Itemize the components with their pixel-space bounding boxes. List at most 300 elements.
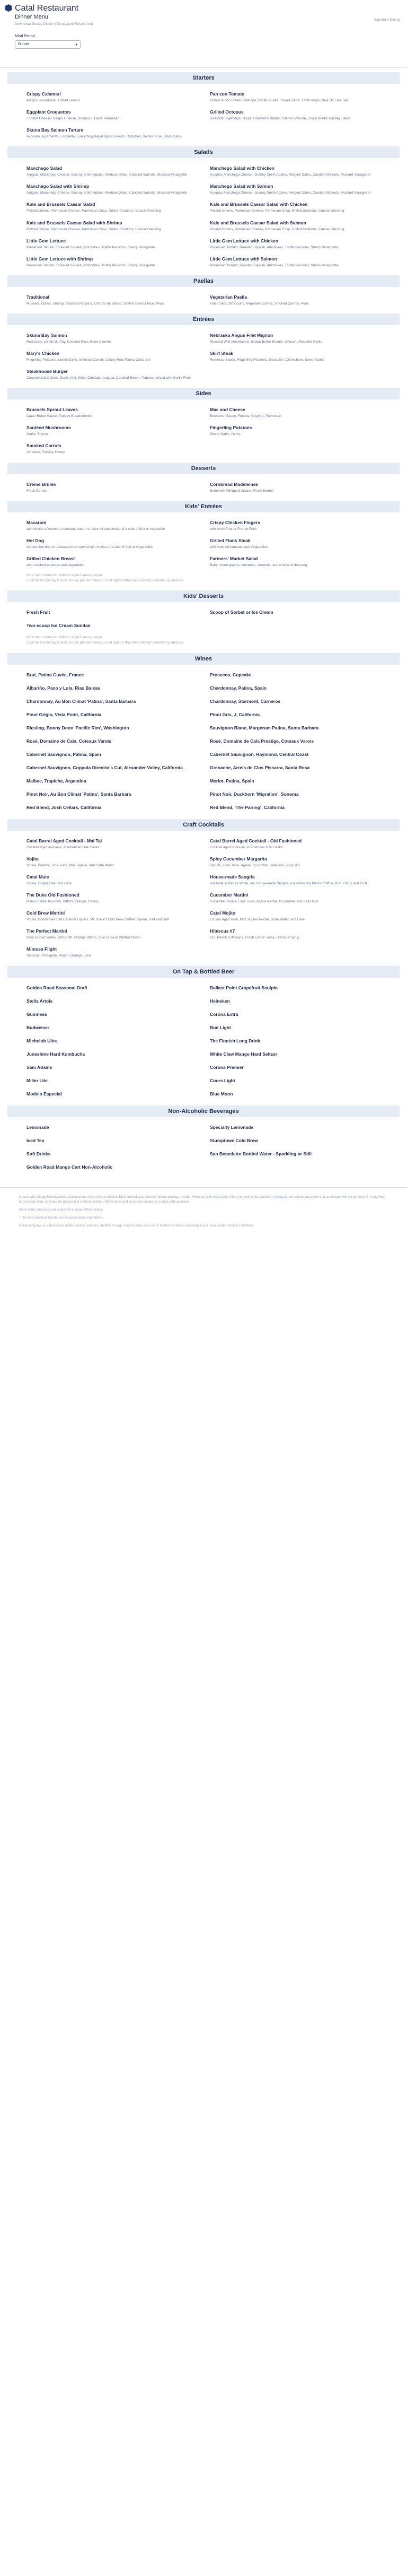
menu-item-grid — [7, 985, 400, 1098]
menu-item-name: Red Blend, Josh Cellars, California — [26, 804, 102, 810]
menu-item-name: Ballast Point Grapefruit Sculpin — [210, 985, 278, 990]
menu-item — [210, 685, 381, 692]
menu-item-name: Pinot Noir, Au Bon Climat 'Patina', Santa Barbara — [26, 791, 131, 797]
menu-item-name: Specialty Lemonade — [210, 1124, 254, 1130]
menu-item — [26, 1138, 197, 1145]
menu-section — [7, 314, 400, 380]
menu-item-description: Pickled Onions, Parmesan Cheese, Parmesan Crisp, Grilled Croutons, Caesar Dressing — [210, 227, 344, 231]
menu-item-name: Guinness — [26, 1011, 47, 1017]
menu-item-grid — [7, 407, 400, 455]
menu-item-name: Grilled Flank Steak — [210, 537, 251, 543]
menu-section — [7, 463, 400, 493]
menu-item-grid — [7, 482, 400, 493]
menu-item-name: Mary's Chicken — [26, 351, 60, 356]
menu-item-name: Crispy Chicken Fingers — [210, 519, 260, 525]
menu-item-name: Fingerling Potatoes — [210, 425, 252, 431]
menu-item — [26, 556, 197, 568]
menu-item — [210, 910, 381, 922]
menu-item — [210, 220, 381, 232]
menu-item — [26, 482, 197, 493]
menu-item — [210, 1078, 381, 1085]
menu-item-description: with mashed potatoes and vegetables — [26, 563, 85, 567]
menu-item-name: Stumptown Cold Brew — [210, 1137, 258, 1143]
menu-item-description: Arugula, Manchego Cheese, Granny Smith Apples, Medjool Dates, Candied Walnuts, Mustard Vinaigrette — [26, 173, 188, 177]
menu-item — [210, 1051, 381, 1058]
menu-item — [26, 712, 197, 719]
menu-item-description: Baby mixed greens, tomatoes, croutons, and choice of dressing — [210, 563, 307, 567]
menu-item-name: Cabernet Sauvignon, Coppola Director's Cut, Alexander Valley, California — [26, 764, 183, 770]
menu-item — [26, 1164, 197, 1171]
menu-item — [26, 1125, 197, 1132]
menu-item — [26, 425, 197, 437]
menu-item — [210, 1038, 381, 1045]
menu-item — [26, 1151, 197, 1158]
section-note: Kids' menu items for children aged 9 and younger. — [26, 636, 103, 640]
menu-item — [26, 892, 197, 904]
menu-item-name: Malbec, Trapiche, Argentina — [26, 778, 86, 784]
menu-item-name: Coors Light — [210, 1077, 235, 1083]
menu-item-name: Prosecco, Cupcake — [210, 672, 252, 677]
menu-item — [26, 778, 197, 785]
menu-item-name: Skuna Bay Salmon Tartare — [26, 127, 84, 133]
menu-item — [210, 407, 381, 419]
menu-item — [26, 685, 197, 692]
menu-item — [26, 1051, 197, 1058]
menu-item-name: The Finnish Long Drink — [210, 1038, 260, 1043]
footer-disclaimer: Guests with allergy-friendly needs should speak with a Chef or Special Diets trained Cast Member before placing an order. While we take reasonable efforts to avoid cross-contact of allergens, we cannot guarantee that an allergen will not be present in any food or beverage item, as foods are prepared in a shared kitchen. Menu items and prices are subject to change without notice. — [19, 1195, 385, 1204]
menu-item — [210, 294, 381, 306]
menu-item-description: Almonds, Parsley, Honey — [26, 450, 65, 455]
menu-item — [26, 333, 197, 344]
section-title: Kids' Entrées — [7, 501, 400, 512]
menu-item-description: Buttermilk Whipped Cream, Fresh Berries — [210, 489, 274, 493]
menu-item — [210, 892, 381, 904]
menu-item — [26, 791, 197, 798]
menu-item — [210, 610, 381, 616]
menu-item-name: Stella Artois — [26, 998, 53, 1004]
menu-item — [26, 672, 197, 679]
menu-item-name: Lemonade — [26, 1124, 49, 1130]
menu-item — [26, 109, 197, 121]
menu-item-name: Kale and Brussels Caesar Salad with Chicken — [210, 202, 308, 207]
menu-item-name: Macaroni — [26, 519, 47, 525]
menu-item-name: Steakhouse Burger — [26, 369, 68, 375]
menu-item-name: Fresh Fruit — [26, 610, 50, 615]
section-note: Look for the Disney Check icon on printed menus to find options that meet Disney's nutrition guidelines. — [26, 641, 184, 645]
menu-item — [210, 166, 381, 177]
menu-item — [26, 998, 197, 1005]
menu-item-name: Iced Tea — [26, 1137, 45, 1143]
menu-item-name: Merlot, Patina, Spain — [210, 778, 254, 784]
section-title: Kids' Desserts — [7, 590, 400, 602]
menu-item-name: Sauvignon Blanc, Margerum Patina, Santa Barbara — [210, 725, 319, 730]
menu-section — [7, 146, 400, 268]
menu-item — [210, 928, 381, 940]
footer-disclaimer: Menu items and prices are subject to change without notice. — [19, 1208, 104, 1212]
menu-item-description: Preserved Tomato, Roasted Squash, Artichokes, Truffle Pecorino, Sherry Vinaigrette — [210, 245, 339, 249]
meal-period-select[interactable] — [15, 40, 81, 49]
menu-item — [210, 672, 381, 679]
menu-section — [7, 653, 400, 812]
menu-item — [26, 725, 197, 732]
menu-item — [26, 127, 197, 139]
menu-item — [210, 238, 381, 250]
menu-item — [26, 910, 197, 922]
menu-item-name: Bud Light — [210, 1024, 231, 1030]
menu-item-description: Avocado, Aji Amarillo, Espelette, Everything Bagel Spice Lavash, Radishes, Salmon Roe, Black Garlic — [26, 135, 182, 139]
menu-item — [26, 351, 197, 362]
menu-item — [210, 1151, 381, 1158]
menu-item — [26, 443, 197, 455]
menu-item — [26, 985, 197, 992]
menu-item — [210, 1138, 381, 1145]
menu-item-name: The Perfect Martini — [26, 928, 67, 934]
menu-item-name: Michelob Ultra — [26, 1038, 58, 1043]
meal-period-value: Dinner — [18, 42, 29, 46]
menu-item-name: Farmers' Market Salad — [210, 555, 258, 561]
menu-item-grid — [7, 520, 400, 568]
menu-item-name: Catal Barrel Aged Cocktail - Mai Tai — [26, 838, 102, 843]
menu-item-name: Cold Brew Martini — [26, 910, 65, 916]
menu-item-name: Grenache, Arrels de Clos Pissarra, Santa Rosa — [210, 764, 310, 770]
menu-item-name: Catal Mojito — [210, 910, 236, 916]
menu-item-name: Chardonnay, Au Bon Climat 'Patina', Santa Barbara — [26, 698, 136, 704]
menu-item — [26, 805, 197, 812]
menu-item — [26, 946, 197, 958]
menu-item-name: Mimosa Flight — [26, 946, 57, 952]
menu-item — [210, 109, 381, 121]
menu-item — [210, 998, 381, 1005]
menu-item-name: Manchego Salad — [26, 166, 63, 171]
menu-item-name: Eggplant Croquettes — [26, 109, 71, 115]
menu-item — [210, 738, 381, 745]
menu-item-description: Fideo Seco, Broccolini, Vegetable Sofrito, Smoked Carrots, Peas — [210, 301, 309, 306]
section-title: Salads — [7, 146, 400, 158]
menu-item-grid — [7, 294, 400, 306]
menu-item — [210, 838, 381, 850]
menu-section — [7, 275, 400, 306]
menu-item — [26, 1065, 197, 1072]
menu-item-name: Chardonnay, Starmont, Carneros — [210, 698, 281, 704]
menu-item-name: Mac and Cheese — [210, 407, 245, 413]
menu-item — [26, 520, 197, 532]
footer-disclaimer: * The items marked include raw or undercooked ingredients. — [19, 1216, 104, 1220]
menu-item-description: All-beef hot dog on a toasted bun served with choice of a side of fruit or vegetables — [26, 545, 153, 549]
menu-item — [210, 1012, 381, 1019]
menu-item — [210, 712, 381, 719]
meal-period-label: Meal Period — [15, 34, 35, 38]
menu-item — [26, 752, 197, 759]
menu-item-name: Cabernet Sauvignon, Raymond, Central Coast — [210, 751, 309, 757]
menu-item-name: Skuna Bay Salmon — [26, 332, 67, 338]
menu-item-description: with mashed potatoes and vegetables — [210, 545, 268, 549]
menu-item-name: Vojito — [26, 856, 39, 861]
menu-item — [26, 1038, 197, 1045]
menu-item-grid — [7, 91, 400, 139]
menu-item-name: Grilled Chicken Breast — [26, 555, 75, 561]
menu-item-description: available in Red or White, our House-made Sangria is a refreshing blend of Wine, Port, Citrus and Fruit — [210, 882, 367, 886]
menu-item-name: Golden Road Mango Cart Non-Alcoholic — [26, 1164, 112, 1170]
menu-item — [210, 425, 381, 437]
menu-item-description: Roasted Fingerlings, Nduja, Roasted Poblano, Cilantro Velouté, crispy Bread, Parsley Salad — [210, 117, 350, 121]
menu-item-name: Manchego Salad with Salmon — [210, 184, 273, 189]
menu-item-name: Two-scoop Ice Cream Sundae — [26, 623, 91, 629]
menu-item-description: Red Curry, Lentils du Puy, Coconut Rice, Micro Cilantro — [26, 340, 111, 344]
menu-item-description: Pickled Onions, Parmesan Cheese, Parmesan Crisp, Grilled Croutons, Caesar Dressing — [26, 227, 161, 231]
menu-item-name: Pinot Noir, Duckhorn 'Migration', Sonoma — [210, 791, 299, 797]
menu-item-grid — [7, 610, 400, 630]
menu-section — [7, 966, 400, 1098]
menu-content — [0, 72, 407, 1171]
menu-item-name: House-made Sangria — [210, 874, 255, 880]
menu-item-name: Albariño, Paco y Lola, Rias Baixas — [26, 685, 100, 691]
menu-item-description: Sweet Garlic, Herbs — [210, 432, 241, 437]
menu-item-grid — [7, 838, 400, 959]
menu-item — [210, 1091, 381, 1098]
menu-item-name: Blue Moon — [210, 1091, 233, 1096]
menu-section — [7, 1106, 400, 1171]
menu-section — [7, 501, 400, 584]
menu-item — [210, 1025, 381, 1032]
menu-item — [26, 610, 197, 616]
menu-item — [26, 928, 197, 940]
menu-item-name: Riesling, Bonny Doon 'Pacific Rim', Washington — [26, 725, 129, 730]
signature-dining-link[interactable]: Signature Dining — [374, 18, 400, 22]
menu-item-name: Kale and Brussels Caesar Salad with Shrimp — [26, 220, 122, 225]
menu-item-name: Little Gem Lettuce — [26, 238, 66, 243]
section-title: Non-Alcoholic Beverages — [7, 1106, 400, 1117]
menu-item-description: Preserved Tomato, Roasted Squash, Artichokes, Truffle Pecorino, Sherry Vinaigrette — [210, 263, 339, 267]
menu-item-description: Fresh Berries — [26, 489, 48, 493]
menu-item-description: Aleppo-Spiced Aioli, Grilled Lemon — [26, 99, 80, 102]
menu-item-name: Miller Lite — [26, 1077, 48, 1083]
menu-item — [210, 874, 381, 886]
menu-item — [210, 765, 381, 772]
menu-item — [26, 699, 197, 706]
menu-item-name: Corona Premier — [210, 1064, 244, 1070]
menu-item-description: Vodka, Berries, Lime Juice, Mint, Agave, and Soda Water — [26, 863, 114, 867]
menu-item — [210, 333, 381, 344]
menu-item-name: Manchego Salad with Shrimp — [26, 184, 90, 189]
menu-item-name: Budweiser — [26, 1024, 49, 1030]
menu-item-description: Vodka, Ginger Beer and Lime — [26, 882, 72, 886]
menu-item-name: Spicy Cucumber Margarita — [210, 856, 267, 861]
menu-item — [210, 184, 381, 195]
section-title: Starters — [7, 72, 400, 84]
menu-footer — [0, 1187, 407, 1229]
menu-item-description: Mussels, Clams, Shrimp, Roasted Peppers, Chorizo de Bilbao, Saffron Bomba Rice, Peas — [26, 301, 164, 306]
menu-item — [26, 166, 197, 177]
menu-item-name: Brut, Patina Cuvée, France — [26, 672, 84, 677]
menu-item-name: Pinot Grigio, Vista Point, California — [26, 711, 102, 717]
menu-item — [210, 985, 381, 992]
menu-item-name: Little Gem Lettuce with Shrimp — [26, 256, 93, 262]
menu-item-name: Hibiscus #7 — [210, 928, 235, 934]
menu-item-grid — [7, 1125, 400, 1171]
menu-item — [26, 738, 197, 745]
menu-item — [26, 184, 197, 195]
menu-item — [26, 765, 197, 772]
menu-item — [26, 407, 197, 419]
menu-item — [26, 623, 197, 630]
menu-item-description: Grey Goose Vodka, Vermouth, Orange Bitters, Blue Cheese Stuffed Olives — [26, 936, 140, 940]
menu-item-description: Caramelized Onions, Garlic Aioli, White Cheddar, Arugula, Candied Bacon, Tomato, served with Garlic Fries — [26, 376, 191, 380]
menu-item-name: Cornbread Madeleines — [210, 481, 259, 487]
section-notes — [7, 568, 400, 584]
section-notes — [7, 630, 400, 646]
menu-item-name: Cabernet Sauvignon, Patina, Spain — [26, 751, 101, 757]
menu-item — [26, 1091, 197, 1098]
menu-item-name: Skirt Steak — [210, 351, 233, 356]
menu-item — [26, 220, 197, 232]
menu-item-grid — [7, 333, 400, 380]
menu-item — [26, 256, 197, 268]
menu-item-name: Heineken — [210, 998, 230, 1004]
menu-item — [210, 791, 381, 798]
menu-item-name: Corona Extra — [210, 1011, 238, 1017]
menu-item-name: Modelo Especial — [26, 1091, 62, 1096]
menu-item-name: Sam Adams — [26, 1064, 52, 1070]
page-header — [0, 0, 407, 68]
menu-item-description: Roasted Wild Mushrooms, Brown Butter Risotto, Gnocchi, Roasted Garlic — [210, 340, 322, 344]
menu-item-description: Fontina Cheese, Ginger Cheese, Romesco, Basil, Parmesan — [26, 117, 120, 121]
menu-item-name: Scoop of Sorbet or Ice Cream — [210, 610, 273, 615]
menu-item — [26, 838, 197, 850]
menu-item — [210, 520, 381, 532]
menu-item-name: Grilled Octopus — [210, 109, 244, 115]
section-title: Entrées — [7, 314, 400, 325]
menu-item-description: with choice of cheese, marinara, butter, or olive oil and choice of a side of fruit or vegetable — [26, 527, 165, 531]
menu-item-name: Manchego Salad with Chicken — [210, 166, 275, 171]
menu-section — [7, 590, 400, 646]
menu-item-name: Juneshine Hard Kombucha — [26, 1051, 85, 1057]
menu-item-description: Pickled Onions, Parmesan Cheese, Parmesan Crisp, Grilled Croutons, Caesar Dressing — [26, 209, 161, 213]
section-note: Kids' menu items for children aged 9 and younger. — [26, 573, 103, 577]
menu-item-description: Hibiscus, Pineapple, Peach, Orange Juice — [26, 954, 91, 958]
menu-item-name: Rosé, Domaine de Cala Prestige, Coteaux Varois — [210, 738, 314, 744]
section-title: Craft Cocktails — [7, 819, 400, 831]
menu-item-name: White Claw Mango Hard Seltzer — [210, 1051, 278, 1057]
section-note: Look for the Disney Check icon on printed menus to find options that meet Disney's nutrition guidelines. — [26, 578, 184, 582]
menu-item-name: Brussels Sprout Leaves — [26, 407, 78, 413]
menu-item-description: Maker's Mark Bourbon, Bitters, Orange, Cherry — [26, 900, 99, 904]
menu-section — [7, 72, 400, 139]
menu-item — [26, 238, 197, 250]
menu-item — [210, 752, 381, 759]
menu-item — [210, 1125, 381, 1132]
menu-item-name: Soft Drinks — [26, 1151, 51, 1156]
menu-item-name: Crispy Calamari — [26, 91, 61, 97]
section-title: Paellas — [7, 275, 400, 287]
menu-item-description: Garlic, Thyme — [26, 432, 48, 437]
menu-item-name: Golden Road Seasonal Draft — [26, 985, 87, 990]
menu-item-name: Pan con Tomate — [210, 91, 245, 97]
menu-item-name: Nebraska Angus Filet Mignon — [210, 332, 273, 338]
section-title: Wines — [7, 653, 400, 665]
menu-item — [26, 1012, 197, 1019]
menu-item — [210, 91, 381, 103]
menu-item-description: Béchamel Sauce, Fontina, Gruyère, Parmesan — [210, 414, 281, 419]
menu-item-name: Hot Dog — [26, 537, 45, 543]
menu-item — [210, 856, 381, 868]
menu-item-name: Chardonnay, Patina, Spain — [210, 685, 267, 691]
menu-item-name: Cucumber Martini — [210, 892, 249, 898]
menu-item — [26, 369, 197, 380]
restaurant-name: Catal Restaurant — [15, 4, 79, 13]
menu-item-name: Catal Barrel Aged Cocktail - Old Fashioned — [210, 838, 302, 843]
menu-item — [210, 202, 381, 213]
menu-item-grid — [7, 672, 400, 812]
menu-item — [26, 1078, 197, 1085]
menu-item — [210, 778, 381, 785]
menu-item-description: Cocktail aged in-house, in American Oak Casks — [210, 845, 283, 849]
menu-section — [7, 388, 400, 455]
menu-item — [210, 256, 381, 268]
menu-item — [210, 538, 381, 550]
menu-item-description: Arugula, Manchego Cheese, Granny Smith Apples, Medjool Dates, Candied Walnuts, Mustard Vinaigrette — [210, 191, 371, 195]
menu-item-name: Crème Brûlée — [26, 481, 56, 487]
menu-item-name: Kale and Brussels Caesar Salad with Salmon — [210, 220, 306, 225]
menu-item — [26, 91, 197, 103]
menu-item-description: Cocktail aged in-house, in American Oak Casks — [26, 845, 100, 849]
menu-item — [210, 699, 381, 706]
menu-item — [210, 556, 381, 568]
menu-item-description: Pickled Onions, Parmesan Cheese, Parmesan Crisp, Grilled Croutons, Caesar Dressing — [210, 209, 344, 213]
menu-item-name: Pinot Gris, J, California — [210, 711, 260, 717]
menu-item-name: Rosé, Domaine de Cala, Coteaux Varois — [26, 738, 112, 744]
menu-item-description: Arugula, Manchego Cheese, Granny Smith Apples, Medjool Dates, Candied Walnuts, Mustard Vinaigrette — [210, 173, 371, 177]
menu-item-description: Fingerling Potatoes, sweet Garlic, Smoked Carrots, Celery Root Panna Cotta Jus — [26, 358, 151, 362]
menu-item-description: Cruzan Aged Rum, Mint, Agave Nectar, Soda Water, and Lime — [210, 918, 305, 922]
menu-item-name: Traditional — [26, 294, 49, 300]
menu-item-description: Caper Butter Sauce, Parsley Breadcrumbs — [26, 414, 92, 419]
menu-item-description: Preserved Tomato, Roasted Squash, Artichokes, Truffle Pecorino, Sherry Vinaigrette — [26, 245, 155, 249]
menu-item-name: Sautéed Mushrooms — [26, 425, 71, 431]
menu-item — [210, 1065, 381, 1072]
menu-item-grid — [7, 166, 400, 268]
menu-item-description: Vodka, Donde Sea Salt Caramel Liqueur, Mr. Black's Cold Brew Coffee Liqueur, Half and Half — [26, 918, 169, 922]
menu-item — [210, 351, 381, 362]
menu-item-description: Preserved Tomato, Roasted Squash, Artichokes, Truffle Pecorino, Sherry Vinaigrette — [26, 263, 155, 267]
menu-item-description: Grilled Rustic Bread, Vine-ripe Tomato Purée, Sweet Garlic, Extra Virgin Olive Oil, Sea Salt — [210, 99, 349, 102]
menu-item — [26, 1025, 197, 1032]
menu-item-name: San Benedetto Bottled Water - Sparkling or Still — [210, 1151, 312, 1156]
menu-item-name: The Duke Old Fashioned — [26, 892, 79, 898]
menu-item-description: Gin, Peach Schnapps, Fresh Lemon Juice, Hibiscus Syrup — [210, 936, 299, 940]
menu-item-name: Little Gem Lettuce with Salmon — [210, 256, 277, 262]
location-text: Downtown Disney District | Disneyland Resort Area — [15, 22, 93, 26]
menu-title: Dinner Menu — [15, 14, 48, 20]
menu-item-name: Little Gem Lettuce with Chicken — [210, 238, 278, 243]
menu-item-description: Cucumber Vodka, Lime Juice, Agave Nectar, Cucumber, and Basil Mint — [210, 900, 318, 904]
restaurant-logo-icon — [5, 4, 12, 12]
menu-item-description: Tequila, Lime Juice, Agave, Cucumber, Jalapeño, spicy rim — [210, 863, 300, 867]
menu-item — [26, 856, 197, 868]
menu-item-name: Red Blend, 'The Pairing', California — [210, 804, 285, 810]
menu-item — [26, 874, 197, 886]
menu-item-name: Catal Mule — [26, 874, 49, 880]
menu-item — [26, 202, 197, 213]
footer-disclaimer: Consuming raw or undercooked meats, poultry, seafood, shellfish or eggs may increase your risk of foodborne illness, especially if you have certain medical conditions. — [19, 1224, 254, 1228]
menu-item — [26, 294, 197, 306]
menu-section — [7, 819, 400, 959]
menu-item-description: Romesco Sauce, Fingerling Potatoes, Broccolini, Chimichurri, Sweet Garlic — [210, 358, 325, 362]
section-title: Sides — [7, 388, 400, 399]
section-title: On Tap & Bottled Beer — [7, 966, 400, 978]
menu-item-description: with fresh Fruit or French Fries — [210, 527, 257, 531]
menu-item — [210, 805, 381, 812]
chevron-down-icon: ▾ — [75, 43, 77, 47]
